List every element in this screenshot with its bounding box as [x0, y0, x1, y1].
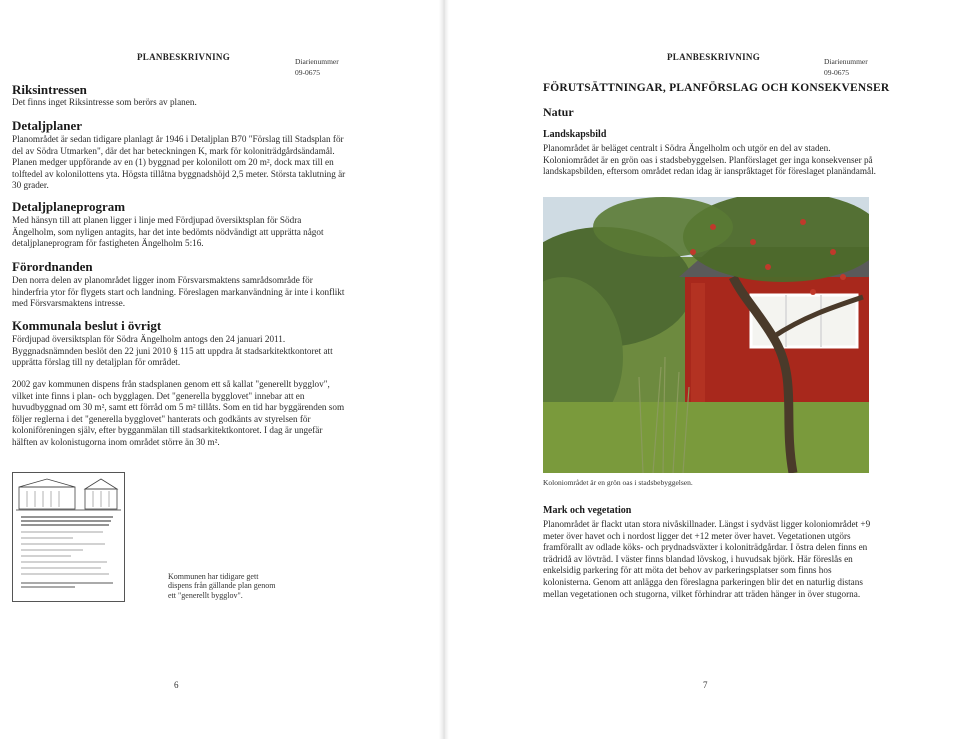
diarienummer-value: 09-0675 — [824, 68, 849, 77]
section-paragraph: Den norra delen av planområdet ligger inom Försvarsmaktens samrådsområde för hinderfria ytor för flygets start och landning. Föreslagen markanvändning är inte i konflikt med Försvarsmaktens intresse. — [12, 275, 345, 309]
bygglov-diagram-figure — [12, 472, 125, 602]
building-elevation-drawing — [13, 473, 124, 601]
page-number: 6 — [174, 680, 179, 690]
section-heading: Kommunala beslut i övrigt — [12, 318, 162, 333]
cottage-scene — [543, 197, 869, 473]
section-paragraph: Planområdet är sedan tidigare planlagt år 1946 i Detaljplan B70 "Förslag till Stadsplan för del av Södra Utmarken", där det har beteckningen K, mark för koloniträdgårdsändamål. Planen medger uppförande av en (1) byggnad per kolonilott om 20 m², dock max till en tolftedel av kolonilottens yta. Högsta tillåtna byggnadshöjd 2,5 meter. Största taklutning är 30 grader. — [12, 134, 346, 191]
left-page — [0, 0, 440, 739]
subsection-heading: Landskapsbild — [543, 129, 607, 140]
allotment-cottage-photo — [543, 197, 869, 473]
figure-caption: Kommunen har tidigare gett dispens från gällande plan genom ett "generellt bygglov". — [168, 572, 276, 600]
subsection-paragraph: Planområdet är beläget centralt i Södra Ängelholm och utgör en del av staden. Koloniområdet är en grön oas i stadsbebyggelsen. Planförslaget ger inga konsekvenser på landskapsbilden, eftersom området redan idag är iansprâktaget för föreslaget planändamål. — [543, 143, 876, 177]
diarienummer-label: Diarienummer — [295, 57, 339, 66]
diarienummer-value: 09-0675 — [295, 68, 320, 77]
diarienummer-label: Diarienummer — [824, 57, 868, 66]
section-heading: Detaljplaner — [12, 118, 83, 133]
section-heading: Riksintressen — [12, 82, 87, 97]
header-title: PLANBESKRIVNING — [137, 52, 231, 62]
main-heading: FÖRUTSÄTTNINGAR, PLANFÖRSLAG OCH KONSEKVENSER — [543, 82, 890, 94]
section-paragraph: 2002 gav kommunen dispens från stadsplanen genom ett så kallat "generellt bygglov", vilket inte finns i plan- och bygglagen. Det "generella bygglovet" innebar att en huvudbyggnad om 30 m², samt ett förråd om 5 m² tillåts. Som en tid har byggärenden som följer reglerna i det "generella bygglovet" hanterats och godkänts av styrelsen för koloniföreningen själv, efter bygganmälan till stadsarkitektkontoret. I dag är ungefär hälften av kolonistugorna inom området större än 30 m². — [12, 379, 345, 447]
subsection-paragraph: Planområdet är flackt utan stora nivåskillnader. Längst i sydväst ligger koloniområdet +9 meter över havet och i nordost ligger det +12 meter över havet. Vegetationen utgörs framförallt av odlade köks- och prydnadsväxter i koloniträdgårdar. I östra delen finns en trädridå av lövträd. I väster finns blandad lövskog, i huvudsak björk. Här föreslås en enkelsidig parkering för att möta det behov av parkeringsplatser som finns hos kolonisterna. Genom att anlägga den föreslagna parkeringen blir det en naturlig distans mellan vegetationen och stugorna, vilket förhindrar att träden hänger in över stugorna. — [543, 519, 871, 599]
right-page — [450, 0, 960, 739]
header-title: PLANBESKRIVNING — [667, 52, 761, 62]
section-paragraph: Fördjupad översiktsplan för Södra Ängelholm antogs den 24 januari 2011. Byggnadsnämnden beslöt den 22 juni 2010 § 115 att uppdra åt stadsarkitektkontoret att upprätta förslag till ny detaljplan för området. — [12, 334, 333, 368]
section-heading: Detaljplaneprogram — [12, 199, 126, 214]
section-paragraph: Med hänsyn till att planen ligger i linje med Fördjupad översiktsplan för Södra Ängelholm, som nyligen antagits, har det inte bedömts nödvändigt att upprätta något detaljplaneprogram för fastigheten Ängelholm 5:16. — [12, 215, 324, 249]
section-paragraph: Det finns inget Riksintresse som berörs av planen. — [12, 97, 197, 107]
photo-caption: Koloniområdet är en grön oas i stadsbebyggelsen. — [543, 478, 693, 487]
section-heading: Natur — [543, 105, 574, 119]
page-gutter — [439, 0, 449, 739]
subsection-heading: Mark och vegetation — [543, 505, 632, 516]
page-number: 7 — [703, 680, 708, 690]
section-heading: Förordnanden — [12, 259, 93, 274]
